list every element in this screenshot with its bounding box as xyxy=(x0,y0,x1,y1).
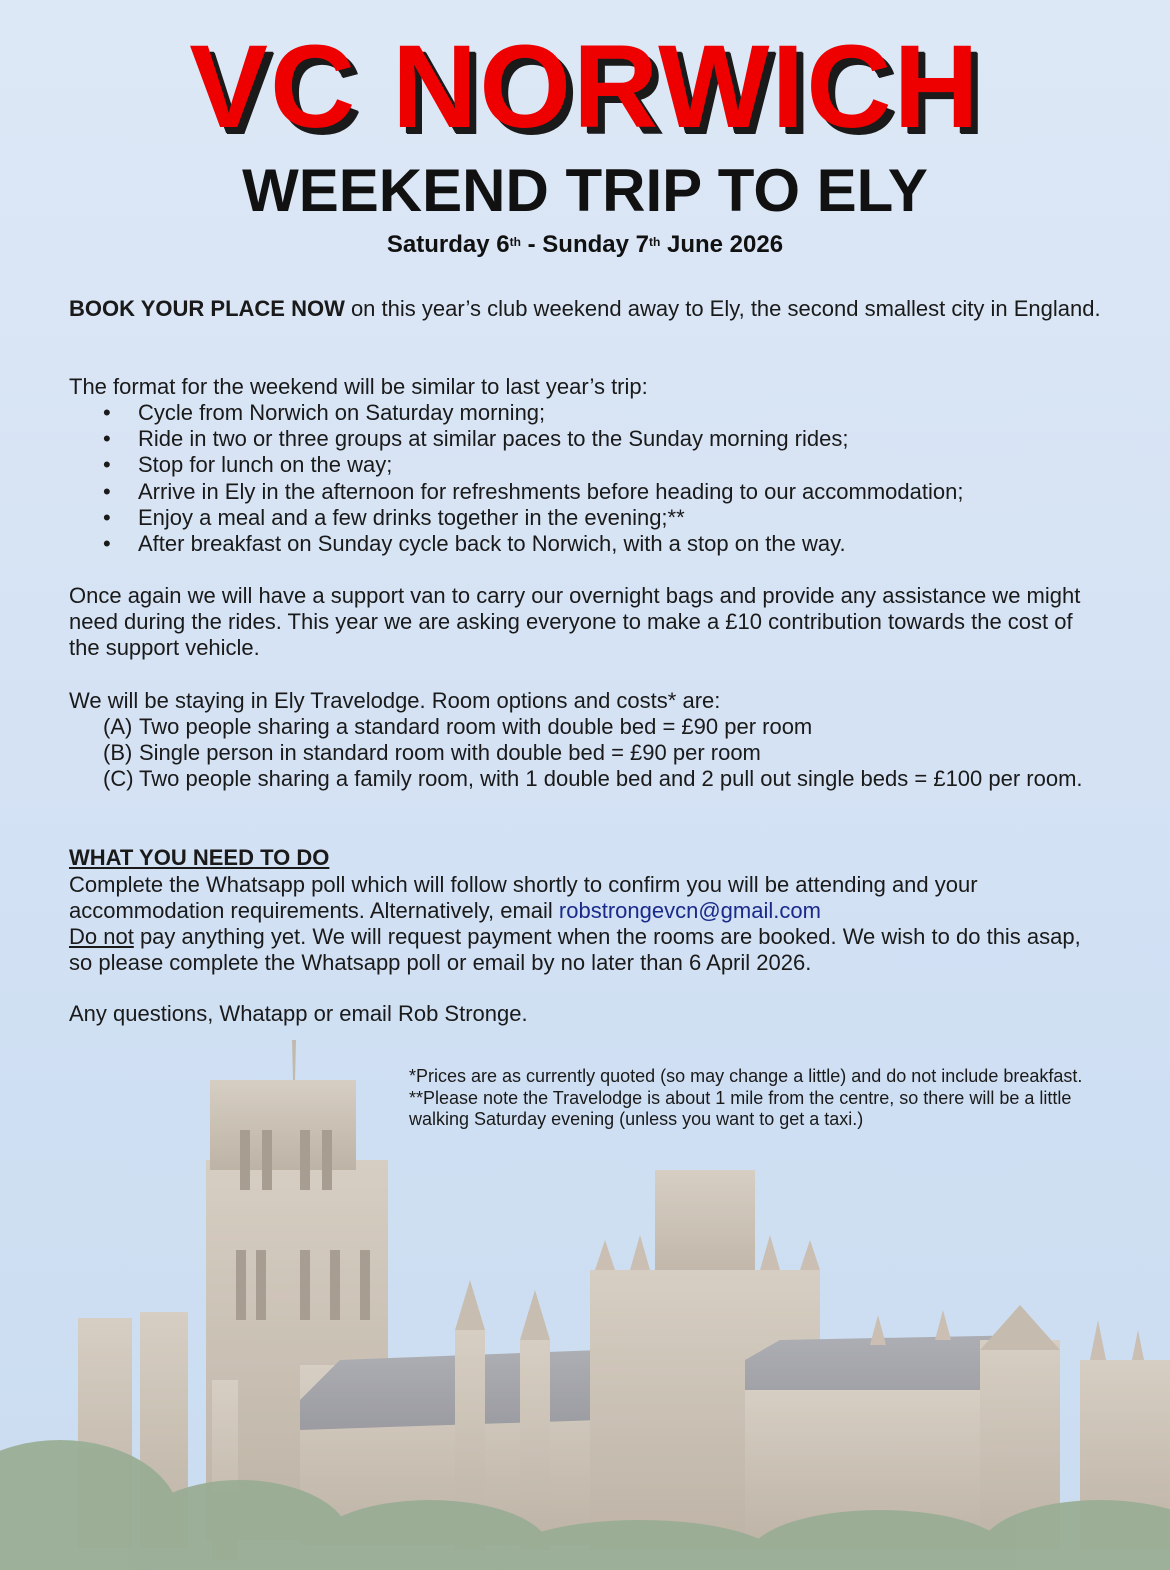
room-option-label: (A) xyxy=(103,714,133,739)
room-option-text: Two people sharing a standard room with double bed = £90 per room xyxy=(139,714,813,739)
room-option xyxy=(103,714,1113,740)
support-paragraph: Once again we will have a support van to carry our overnight bags and provide any assistance we might need during the rides. This year we are asking everyone to make a £10 contribution towards the cost of the support vehicle. xyxy=(69,583,1081,660)
list-item: • After breakfast on Sunday cycle back to Norwich, with a stop on the way. xyxy=(69,531,963,557)
date-start-suffix: th xyxy=(509,235,521,249)
trip-dates xyxy=(0,226,1170,261)
date-mid: - Sunday 7 xyxy=(520,231,649,258)
room-option-label: (B) xyxy=(103,740,133,765)
list-item: • Stop for lunch on the way; xyxy=(69,452,963,478)
questions-line: Any questions, Whatapp or email Rob Stronge. xyxy=(69,1001,528,1026)
email-link[interactable]: robstrongevcn@gmail.com xyxy=(558,898,821,923)
room-option-text: Two people sharing a family room, with 1 double bed and 2 pull out single beds = £100 per room. xyxy=(139,766,1083,791)
trip-title: WEEKEND TRIP TO ELY xyxy=(242,157,928,224)
format-heading: The format for the weekend will be similar to last year’s trip: xyxy=(69,374,648,399)
club-title: VC NORWICH xyxy=(189,21,981,153)
date-end-suffix: th xyxy=(649,235,661,249)
room-option-label: (C) xyxy=(103,766,134,791)
room-option xyxy=(103,740,1113,766)
room-option-text: Single person in standard room with double bed = £90 per room xyxy=(139,740,761,765)
intro-rest: on this year’s club weekend away to Ely, the second smallest city in England. xyxy=(344,296,1101,321)
rooms-heading: We will be staying in Ely Travelodge. Room options and costs* are: xyxy=(69,688,721,713)
todo-line1: Complete the Whatsapp poll which will follow shortly to confirm you will be attending and your accommodation requirements. Alternatively, email xyxy=(69,872,978,923)
room-option xyxy=(103,766,1113,792)
footnote-prices: *Prices are as currently quoted (so may change a little) and do not include breakfast. xyxy=(409,1066,1083,1086)
todo-heading: WHAT YOU NEED TO DO xyxy=(69,845,330,870)
room-options xyxy=(103,714,1113,792)
list-item: • Ride in two or three groups at similar paces to the Sunday morning rides; xyxy=(69,426,963,452)
date-tail: June 2026 xyxy=(660,231,784,258)
do-not-text: Do not xyxy=(69,924,134,949)
format-list xyxy=(69,400,963,557)
intro-lead: BOOK YOUR PLACE NOW xyxy=(69,296,345,321)
list-item: • Arrive in Ely in the afternoon for refreshments before heading to our accommodation; xyxy=(69,479,963,505)
footnotes xyxy=(409,1066,1109,1131)
footnote-travelodge: **Please note the Travelodge is about 1 mile from the centre, so there will be a little walking Saturday evening (unless you want to get a taxi.) xyxy=(409,1087,1072,1129)
list-item: • Enjoy a meal and a few drinks together in the evening;** xyxy=(69,505,963,531)
todo-line2: pay anything yet. We will request payment when the rooms are booked. We wish to do this asap, so please complete the Whatsapp poll or email by no later than 6 April 2026. xyxy=(69,924,1081,975)
date-start: Saturday 6 xyxy=(386,231,510,258)
todo-paragraph xyxy=(69,872,1109,976)
intro-paragraph xyxy=(69,296,1109,322)
list-item: • Cycle from Norwich on Saturday morning; xyxy=(69,400,963,426)
